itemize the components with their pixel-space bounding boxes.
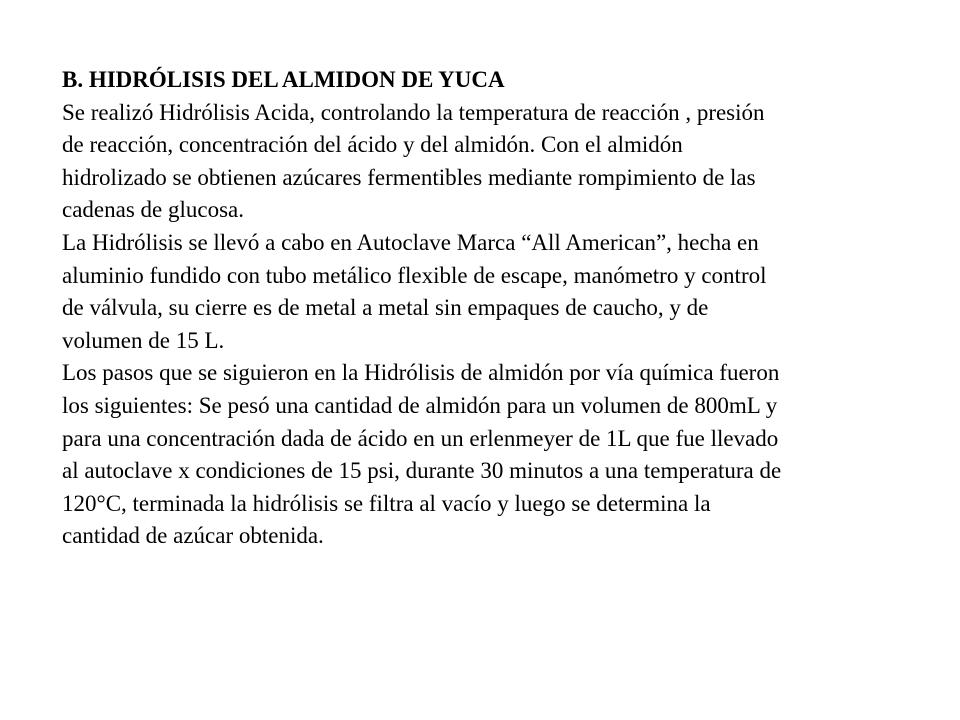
- paragraph-line: Se realizó Hidrólisis Acida, controlando la temperatura de reacción , presión: [62, 99, 765, 125]
- paragraph-line: aluminio fundido con tubo metálico flexible de escape, manómetro y control: [62, 262, 767, 288]
- paragraph-line: al autoclave x condiciones de 15 psi, durante 30 minutos a una temperatura de: [62, 458, 782, 484]
- paragraph-line: La Hidrólisis se llevó a cabo en Autoclave Marca “All American”, hecha en: [62, 229, 759, 255]
- paragraph-line: Los pasos que se siguieron en la Hidrólisis de almidón por vía química fueron: [62, 360, 780, 386]
- paragraph-line: para una concentración dada de ácido en un erlenmeyer de 1L que fue llevado: [62, 425, 779, 451]
- text-block: [62, 64, 902, 553]
- paragraph-line: hidrolizado se obtienen azúcares fermentibles mediante rompimiento de las: [62, 164, 756, 190]
- paragraph-line: 120°C, terminada la hidrólisis se filtra al vacío y luego se determina la: [62, 490, 711, 516]
- paragraph-line: cantidad de azúcar obtenida.: [62, 523, 324, 549]
- section-heading: B. HIDRÓLISIS DEL ALMIDON DE YUCA: [62, 67, 505, 92]
- paragraph-line: de válvula, su cierre es de metal a metal sin empaques de caucho, y de: [62, 295, 709, 321]
- paragraph-line: volumen de 15 L.: [62, 327, 225, 353]
- paragraph-line: los siguientes: Se pesó una cantidad de almidón para un volumen de 800mL y: [62, 392, 778, 418]
- paragraph-line: cadenas de glucosa.: [62, 197, 245, 223]
- paragraph-line: de reacción, concentración del ácido y del almidón. Con el almidón: [62, 132, 683, 158]
